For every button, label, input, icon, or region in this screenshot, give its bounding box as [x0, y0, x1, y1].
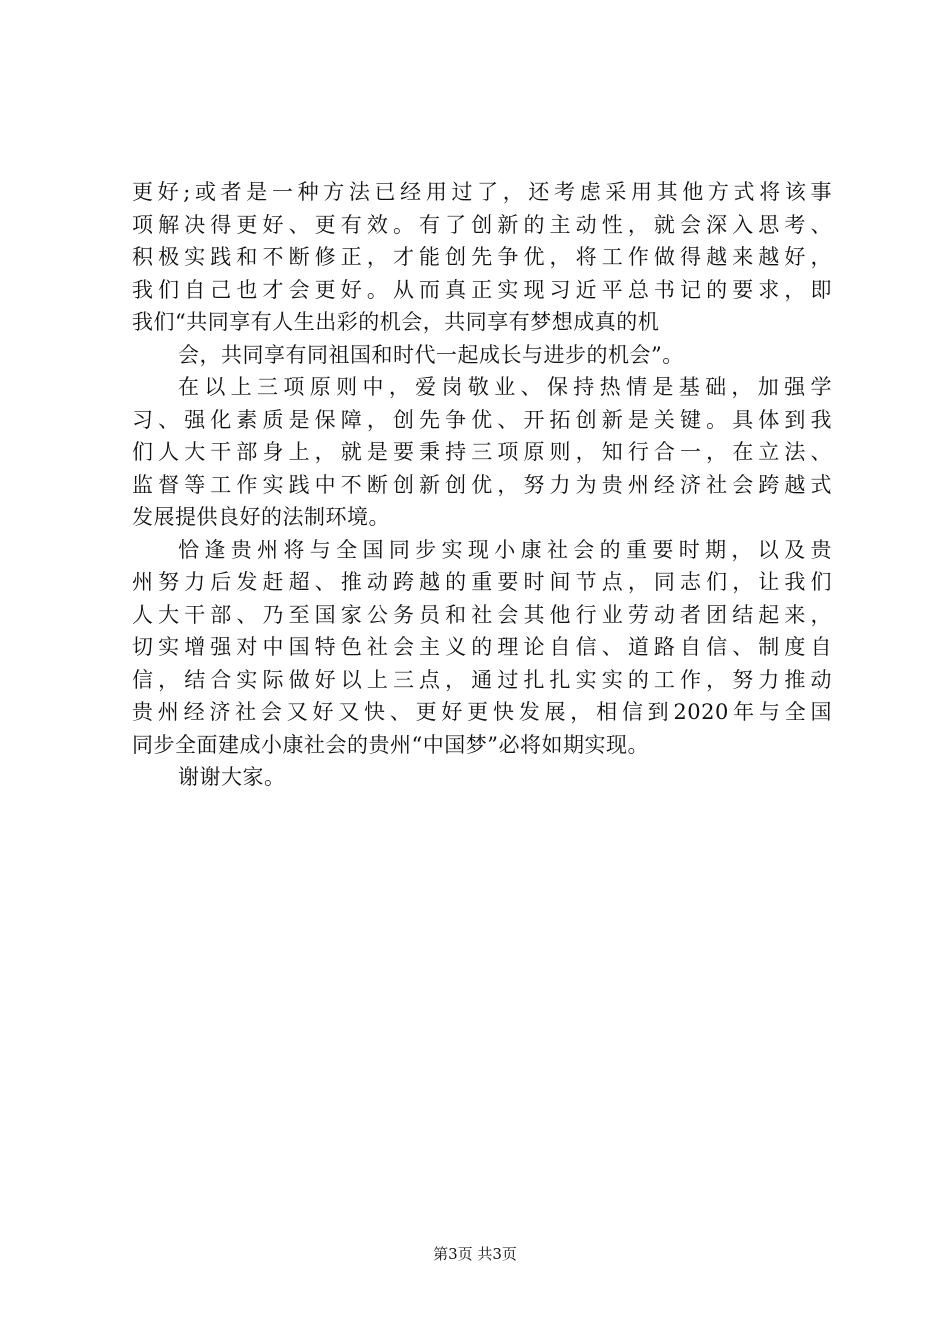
text-line: 更好;或者是一种方法已经用过了，还考虑采用其他方式将该事	[132, 180, 832, 204]
text-line: 谢谢大家。	[178, 765, 286, 789]
text-line: 发展提供良好的法制环境。	[132, 505, 390, 529]
text-line: 同步全面建成小康社会的贵州“中国梦”必将如期实现。	[132, 732, 649, 757]
text-line: 项解决得更好、更有效。有了创新的主动性，就会深入思考、	[132, 212, 832, 237]
page-footer: 第3页 共3页	[433, 1245, 517, 1263]
text-line: 监督等工作实践中不断创新创优，努力为贵州经济社会跨越式	[132, 472, 832, 497]
text-line: 积极实践和不断修正，才能创先争优，将工作做得越来越好，	[132, 245, 832, 269]
text-line: 我们自己也才会更好。从而真正实现习近平总书记的要求，即	[132, 277, 832, 302]
text-line: 们人大干部身上，就是要秉持三项原则，知行合一，在立法、	[132, 440, 832, 464]
text-line: 会，共同享有同祖国和时代一起成长与进步的机会”。	[178, 342, 684, 367]
text-line: 信，结合实际做好以上三点，通过扎扎实实的工作，努力推动	[132, 667, 832, 692]
text-line: 我们“共同享有人生出彩的机会，共同享有梦想成真的机	[132, 310, 660, 334]
text-line: 人大干部、乃至国家公务员和社会其他行业劳动者团结起来，	[132, 602, 832, 627]
text-line: 习、强化素质是保障，创先争优、开拓创新是关键。具体到我	[132, 407, 832, 432]
document-body	[132, 176, 832, 794]
text-line: 州努力后发赶超、推动跨越的重要时间节点，同志们，让我们	[132, 570, 832, 594]
text-line: 贵州经济社会又好又快、更好更快发展，相信到2020年与全国	[132, 700, 832, 724]
text-line: 恰逢贵州将与全国同步实现小康社会的重要时期，以及贵	[178, 537, 832, 562]
text-line: 切实增强对中国特色社会主义的理论自信、道路自信、制度自	[132, 635, 832, 659]
text-line: 在以上三项原则中，爱岗敬业、保持热情是基础，加强学	[178, 375, 832, 399]
